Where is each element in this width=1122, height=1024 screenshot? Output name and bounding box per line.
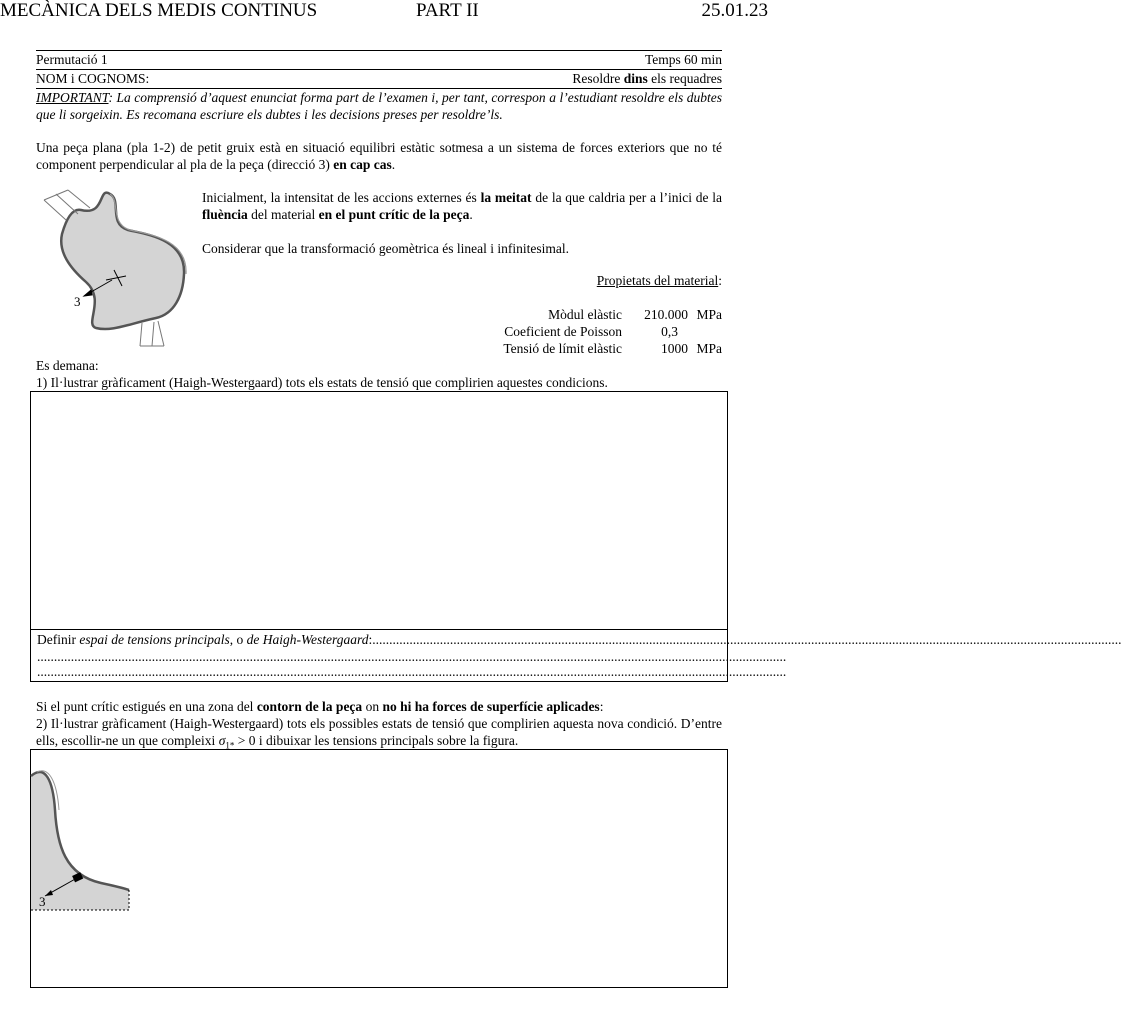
poisson-value: 0,3 <box>661 324 678 339</box>
modulus-label: Mòdul elàstic <box>548 307 622 322</box>
definition-line-2[interactable]: .............................................................................................................................................................................................................................. <box>37 649 787 664</box>
exam-header <box>0 0 768 24</box>
modulus-value: 210.000 <box>644 307 688 322</box>
problem-statement: Una peça plana (pla 1-2) de petit gruix està en situació equilibri estàtic sotmesa a un sistema de forces exteriors que no té component perpendicular al pla de la peça (direcció 3) en cap cas. <box>36 140 722 172</box>
asks-label: Es demana: <box>36 358 99 373</box>
permutation-label: Permutació 1 <box>36 52 108 67</box>
definition-line[interactable]: Definir espai de tensions principals, o de Haigh-Westergaard:.............................................................................................................................................................................................................................. <box>37 632 1122 647</box>
name-row <box>36 71 722 87</box>
course-title: MECÀNICA DELS MEDIS CONTINUS <box>0 0 318 21</box>
yield-value: 1000 <box>661 341 688 356</box>
definition-line-3[interactable]: .............................................................................................................................................................................................................................. <box>37 664 787 679</box>
answer-box-1[interactable] <box>30 391 1122 682</box>
axis-3-label-2: 3 <box>39 894 46 909</box>
name-label: NOM i COGNOMS: <box>36 71 150 86</box>
time-label: Temps 60 min <box>644 52 722 67</box>
boundary-figure <box>31 750 141 920</box>
header-divider <box>36 50 722 51</box>
modulus-unit: MPa <box>696 307 722 322</box>
part-figure <box>36 186 196 350</box>
poisson-label: Coeficient de Poisson <box>504 324 622 339</box>
assumption-text: Considerar que la transformació geomètrica és lineal i infinitesimal. <box>202 241 569 256</box>
exam-date: 25.01.23 <box>701 0 768 21</box>
question-1: 1) Il·lustrar gràficament (Haigh-Westergaard) tots els estats de tensió que complirien aquestes condicions. <box>36 375 608 390</box>
properties-title: Propietats del material: <box>596 273 722 288</box>
material-properties <box>402 306 722 358</box>
answer-box-2[interactable] <box>30 749 728 988</box>
resolve-instruction: Resoldre dins els requadres <box>572 71 722 86</box>
header-divider-2 <box>36 69 722 70</box>
axis-3-label: 3 <box>74 294 81 309</box>
yield-label: Tensió de límit elàstic <box>503 341 622 356</box>
boundary-condition: Si el punt crític estigués en una zona del contorn de la peça on no hi ha forces de superfície aplicades: <box>36 699 604 714</box>
yield-unit: MPa <box>696 341 722 356</box>
part-label: PART II <box>416 0 479 21</box>
question-2: 2) Il·lustrar gràficament (Haigh-Westergaard) tots els possibles estats de tensió que complirien aquesta nova condició. D’entre ells, escollir-ne un que compleixi $\sigma_{1*} > 0$ i dibuixar les tensions principals sobre la figura. <box>36 716 722 751</box>
permutation-row <box>36 52 722 68</box>
important-note: IMPORTANT: La comprensió d’aquest enunciat forma part de l’examen i, per tant, correspon a l’estudiant resoldre els dubtes que li sorgeixin. Es recomana escriure els dubtes i les decisions preses per resoldre’ls. <box>36 90 722 122</box>
initial-condition: Inicialment, la intensitat de les accions externes és la meitat de la que caldria per a l’inici de la fluència del material en el punt crític de la peça. <box>202 190 723 222</box>
